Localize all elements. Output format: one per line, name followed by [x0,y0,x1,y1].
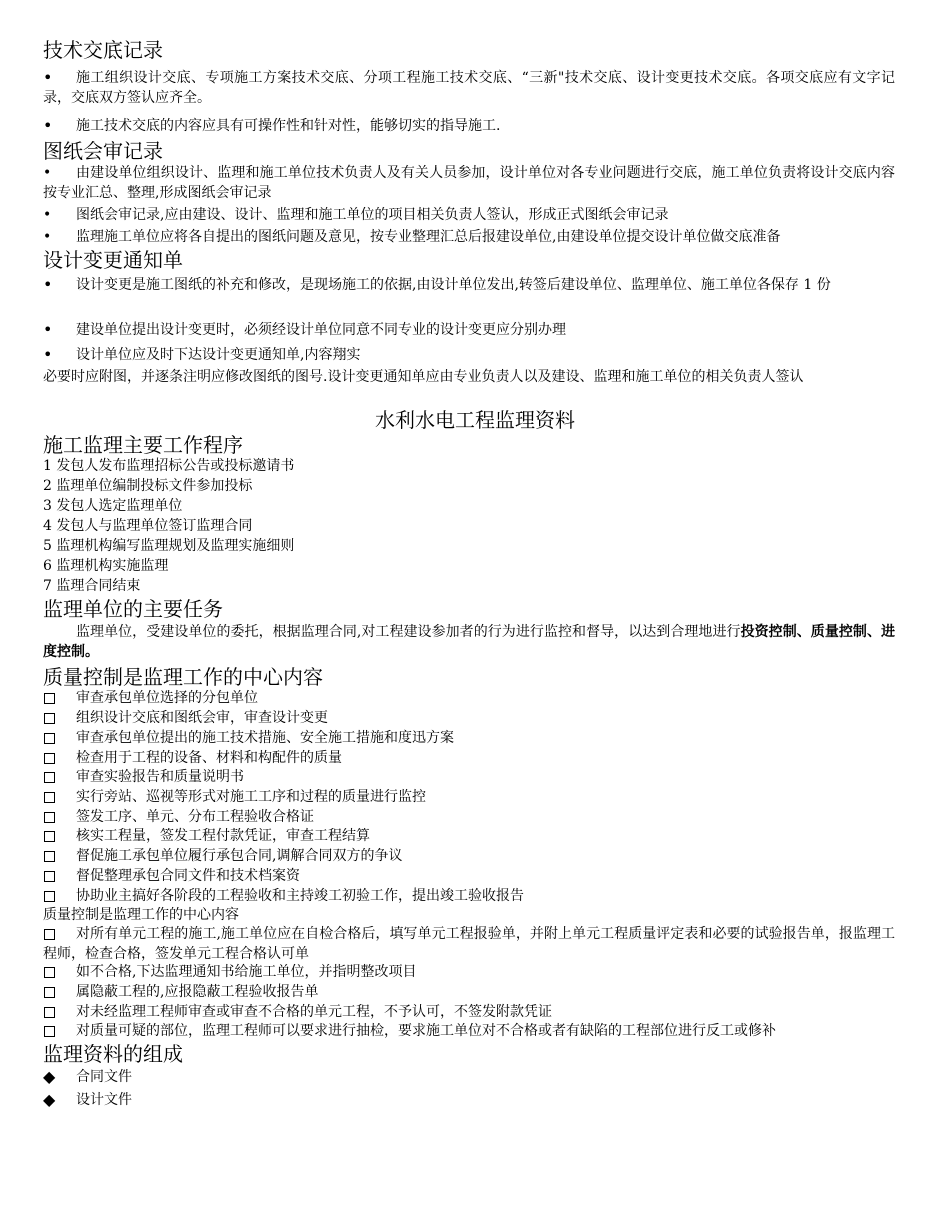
list-item: • 由建设单位组织设计、监理和施工单位技术负责人及有关人员参加，设计单位对各专业问题进行交底，施工单位负责将设计交底内容按专业汇总、整理,形成图纸会审记录 [43,165,895,201]
list-item: 协助业主搞好各阶段的工程验收和主持竣工初验工作，提出竣工验收报告 [43,886,895,906]
note-paragraph: 必要时应附图，并逐条注明应修改图纸的图号.设计变更通知单应由专业负责人以及建设、监理和施工单位的相关负责人签认 [43,369,804,385]
subsection-title: 质量控制是监理工作的中心内容 [43,907,239,923]
list-item: 6 监理机构实施监理 [43,558,169,574]
diamond-bullet-icon: ◆ [43,1067,56,1086]
list-item: • 设计单位应及时下达设计变更通知单,内容翔实 [43,345,361,364]
checkbox-square-icon [43,826,63,848]
list-item: 7 监理合同结束 [43,578,141,594]
checkbox-square-icon [43,767,63,789]
checkbox-square-icon [43,846,63,868]
list-item: • 设计变更是施工图纸的补充和修改，是现场施工的依据,由设计单位发出,转签后建设单位、监理单位、施工单位各保存 1 份 [43,275,831,294]
bullet-icon: • [43,165,52,181]
checkbox-square-icon [43,787,63,809]
checkbox-square-icon [43,962,63,984]
emphasis-text: 投资控制、质量控制、进度控制。 [43,624,896,660]
list-item: 5 监理机构编写监理规划及监理实施细则 [43,538,295,554]
list-item: 签发工序、单元、分布工程验收合格证 [43,807,895,827]
list-item: • 建设单位提出设计变更时，必须经设计单位同意不同专业的设计变更应分别办理 [43,320,566,339]
bullet-icon: • [43,116,53,135]
list-item: • 施工组织设计交底、专项施工方案技术交底、分项工程施工技术交底、“三新"技术交底、设计变更技术交底。各项交底应有文字记录，交底双方签认应齐全。 [43,68,895,106]
list-item: 审查实验报告和质量说明书 [43,767,895,787]
bullet-icon: • [43,229,52,245]
section-title-drawing-review: 图纸会审记录 [43,139,163,163]
main-title: 水利水电工程监理资料 [375,408,575,432]
list-item: 督促整理承包合同文件和技术档案资 [43,866,895,886]
list-item: 对所有单元工程的施工,施工单位应在自检合格后，填写单元工程报验单，并附上单元工程质量评定表和必要的试验报告单，报监理工程师，检查合格，签发单元工程合格认可单 [43,926,895,962]
list-item: • 施工技术交底的内容应具有可操作性和针对性，能够切实的指导施工. [43,116,501,135]
bullet-icon: • [43,320,53,339]
checkbox-square-icon [43,924,63,946]
list-item: ◆ 设计文件 [43,1090,132,1109]
section-title-tech-disclosure: 技术交底记录 [43,38,163,62]
list-item: 如不合格,下达监理通知书给施工单位，并指明整改项目 [43,962,895,982]
list-item: 实行旁站、巡视等形式对施工工序和过程的质量进行监控 [43,787,895,807]
checkbox-square-icon [43,708,63,730]
checkbox-square-icon [43,688,63,710]
list-item: 对质量可疑的部位，监理工程师可以要求进行抽检，要求施工单位对不合格或者有缺陷的工程部位进行反工或修补 [43,1021,895,1041]
bullet-icon: • [43,275,53,294]
section-title-quality-control: 质量控制是监理工作的中心内容 [43,665,323,689]
list-item: 核实工程量，签发工程付款凭证，审查工程结算 [43,826,895,846]
list-item: 组织设计交底和图纸会审，审查设计变更 [43,708,895,728]
section-title-design-change: 设计变更通知单 [43,248,183,272]
section-title-procedure: 施工监理主要工作程序 [43,433,243,457]
checkbox-square-icon [43,728,63,750]
list-item: 2 监理单位编制投标文件参加投标 [43,478,253,494]
checkbox-square-icon [43,866,63,888]
list-item: • 图纸会审记录,应由建设、设计、监理和施工单位的项目相关负责人签认，形成正式图纸会审记录 [43,207,669,223]
list-item: 检查用于工程的设备、材料和构配件的质量 [43,748,895,768]
checkbox-square-icon [43,982,63,1004]
list-item: 4 发包人与监理单位签订监理合同 [43,518,253,534]
list-item: • 监理施工单位应将各自提出的图纸问题及意见，按专业整理汇总后报建设单位,由建设单位提交设计单位做交底准备 [43,229,781,245]
task-paragraph: 监理单位，受建设单位的委托，根据监理合同,对工程建设参加者的行为进行监控和督导，以达到合理地进行投资控制、质量控制、进度控制。 [43,624,896,660]
list-item: 1 发包人发布监理招标公告或投标邀请书 [43,458,295,474]
list-item: 对未经监理工程师审查或审查不合格的单元工程，不予认可，不签发附款凭证 [43,1002,895,1022]
bullet-icon: • [43,207,52,223]
checkbox-square-icon [43,1021,63,1043]
list-item: 督促施工承包单位履行承包合同,调解合同双方的争议 [43,846,895,866]
list-item: 审查承包单位提出的施工技术措施、安全施工措施和度迅方案 [43,728,895,748]
bullet-icon: • [43,345,53,364]
section-title-main-tasks: 监理单位的主要任务 [43,597,223,621]
section-title-composition: 监理资料的组成 [43,1042,183,1066]
diamond-bullet-icon: ◆ [43,1090,56,1109]
list-item: ◆ 合同文件 [43,1067,132,1086]
list-item: 3 发包人选定监理单位 [43,498,183,514]
list-item: 审查承包单位选择的分包单位 [43,688,895,708]
bullet-icon: • [43,68,53,87]
list-item: 属隐蔽工程的,应报隐蔽工程验收报告单 [43,982,895,1002]
